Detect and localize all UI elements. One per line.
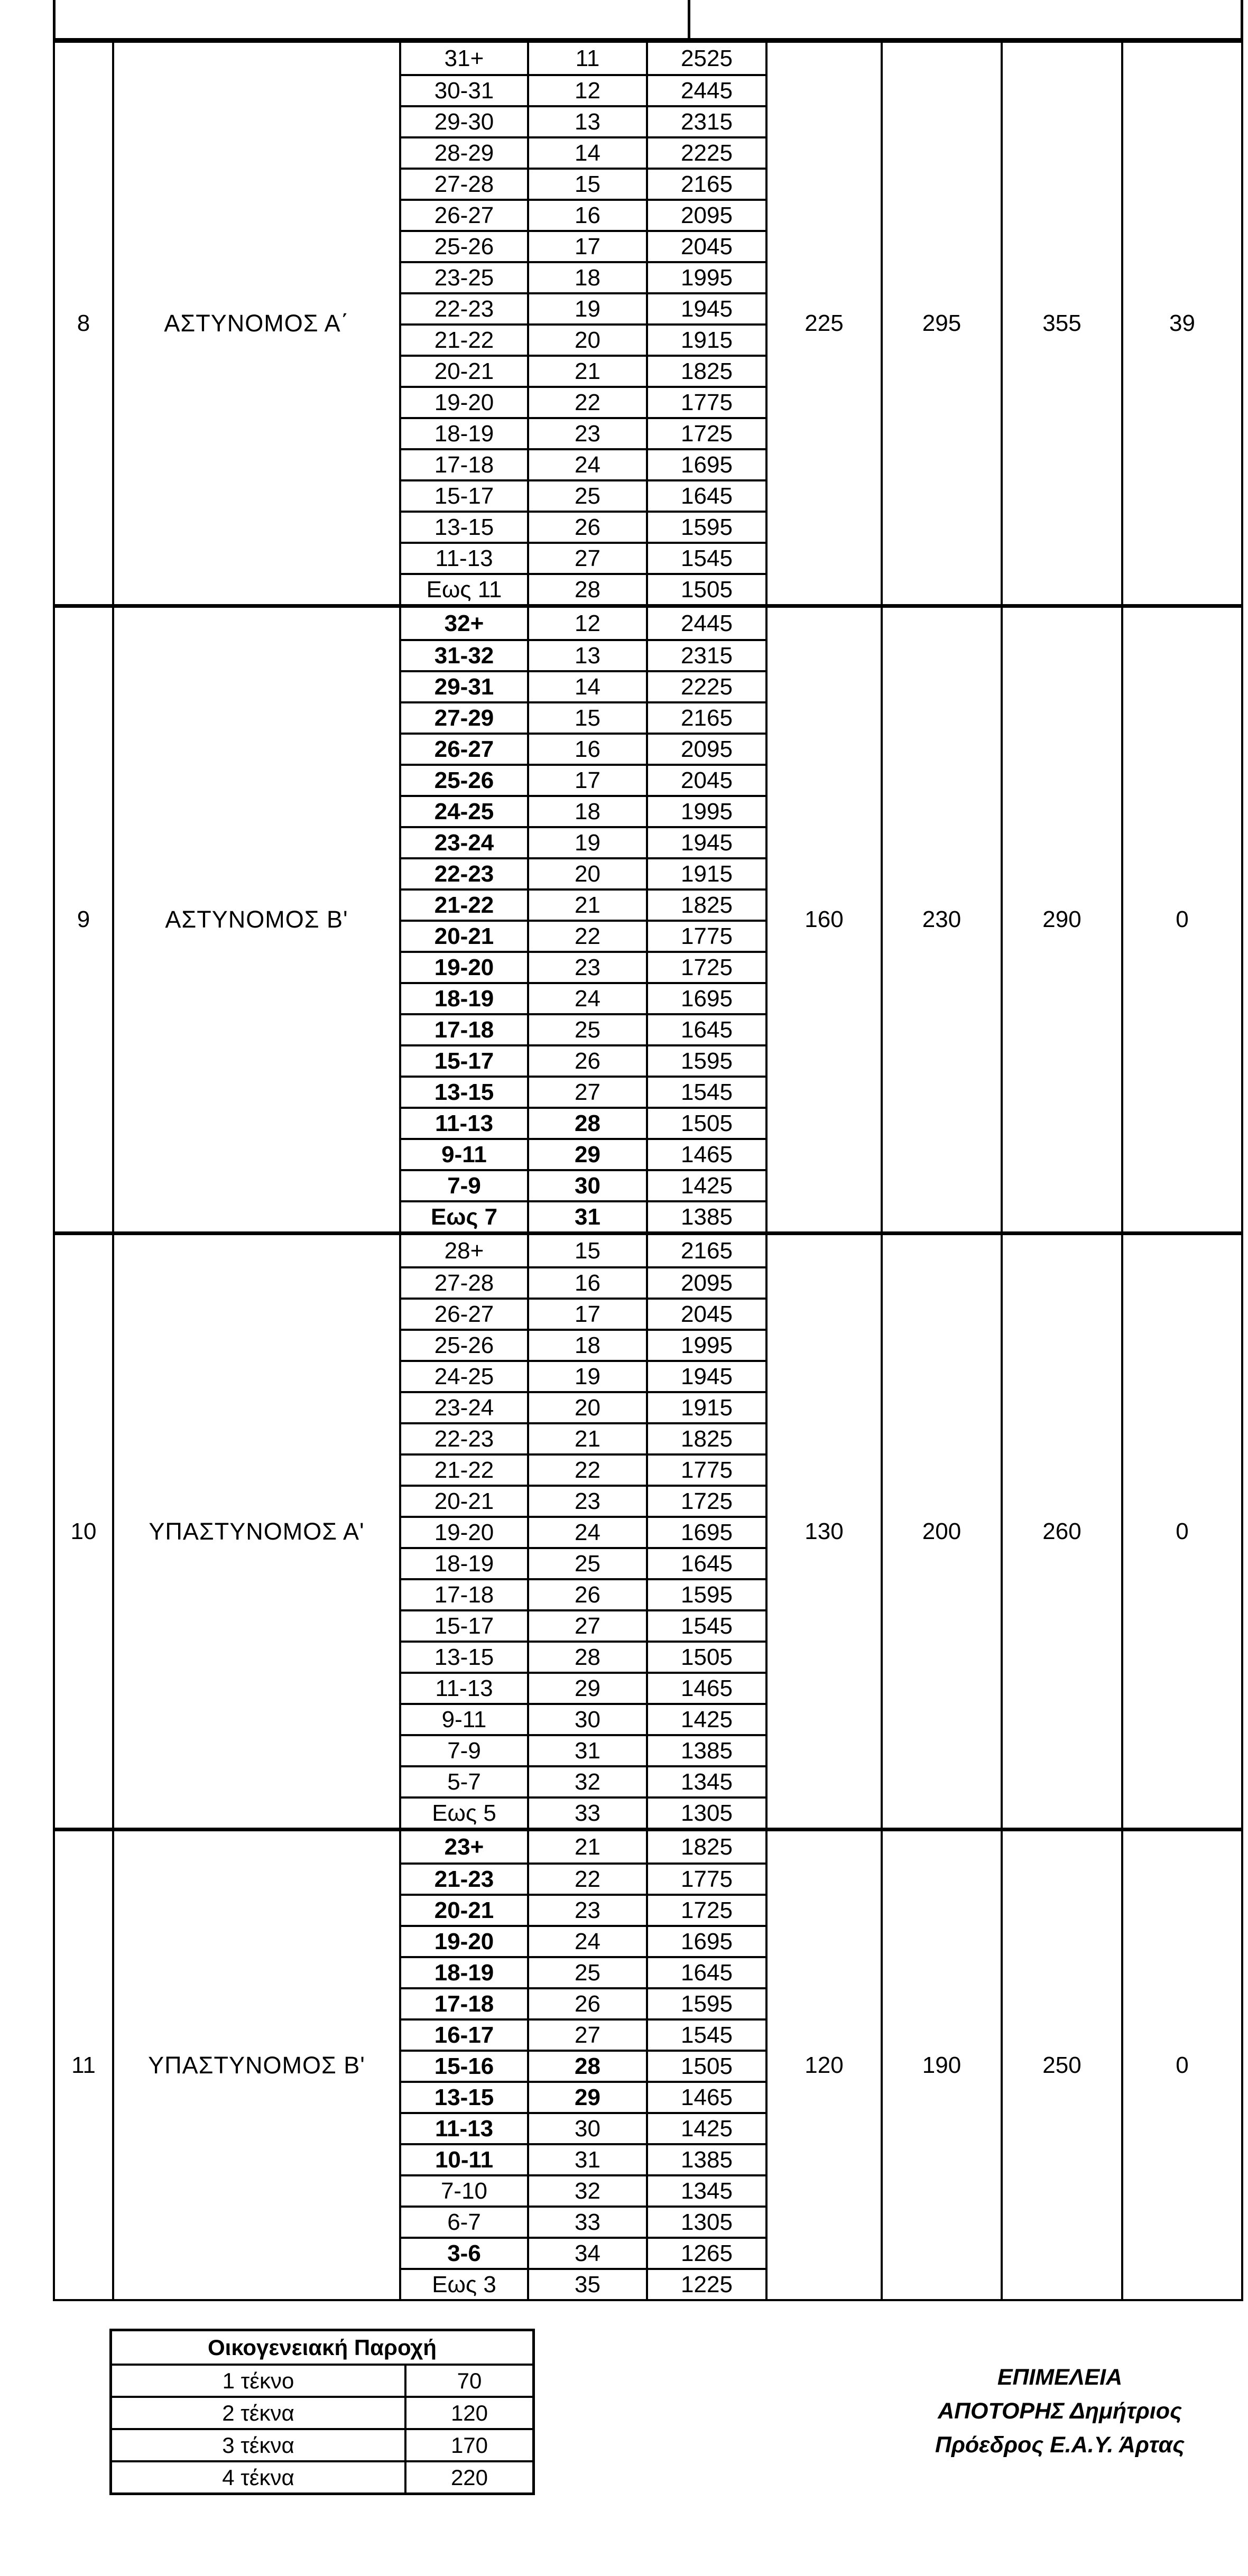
salary-cell: 1995	[646, 261, 765, 292]
salary-cell: 1465	[646, 1672, 765, 1703]
pay-step-cell: 17	[527, 230, 646, 261]
pay-step-cell: 25	[527, 479, 646, 511]
salary-cell: 1775	[646, 1862, 765, 1894]
years-range-cell: 13-15	[399, 511, 527, 542]
salary-cell: 1725	[646, 417, 765, 448]
rank-block-9	[55, 604, 1241, 1231]
years-range-cell: 24-25	[399, 795, 527, 826]
years-range-cell: 27-29	[399, 701, 527, 733]
allowance-cell: 39	[1121, 43, 1241, 604]
salary-cell: 1345	[646, 1765, 765, 1796]
salary-cell: 1465	[646, 1138, 765, 1169]
pay-step-cell: 14	[527, 136, 646, 168]
years-range-cell: 23+	[399, 1831, 527, 1862]
pay-step-cell: 24	[527, 1925, 646, 1956]
salary-cell: 2095	[646, 733, 765, 764]
salary-cell: 2315	[646, 105, 765, 136]
pay-step-cell: 16	[527, 733, 646, 764]
pay-step-cell: 20	[527, 1391, 646, 1422]
salary-cell: 1645	[646, 1013, 765, 1044]
salary-cell: 1225	[646, 2268, 765, 2299]
salary-cell: 1725	[646, 1485, 765, 1516]
salary-cell: 1595	[646, 1044, 765, 1076]
salary-cell: 1945	[646, 1360, 765, 1391]
pay-step-cell: 29	[527, 1138, 646, 1169]
rank-name-cell: ΑΣΤΥΝΟΜΟΣ Β'	[112, 608, 399, 1231]
pay-step-cell: 21	[527, 888, 646, 920]
years-range-cell: 7-10	[399, 2174, 527, 2206]
pay-step-cell: 12	[527, 74, 646, 105]
years-range-cell: 11-13	[399, 2112, 527, 2143]
pay-step-cell: 20	[527, 857, 646, 888]
years-range-cell: 29-31	[399, 670, 527, 701]
pay-step-cell: 32	[527, 1765, 646, 1796]
pay-step-cell: 21	[527, 1422, 646, 1453]
years-range-cell: 18-19	[399, 982, 527, 1013]
years-range-cell: 18-19	[399, 1547, 527, 1578]
salary-cell: 1775	[646, 1453, 765, 1485]
salary-cell: 1775	[646, 386, 765, 417]
pay-step-cell: 24	[527, 448, 646, 479]
years-range-cell: 22-23	[399, 857, 527, 888]
years-range-cell: 23-25	[399, 261, 527, 292]
years-range-cell: 15-16	[399, 2050, 527, 2081]
years-range-cell: 19-20	[399, 1516, 527, 1547]
benefit-amount-cell: 120	[404, 2396, 532, 2428]
years-range-cell: Εως 7	[399, 1200, 527, 1231]
years-range-cell: 9-11	[399, 1138, 527, 1169]
allowance-cell: 0	[1121, 1831, 1241, 2299]
salary-cell: 1825	[646, 1422, 765, 1453]
pay-step-cell: 26	[527, 511, 646, 542]
salary-cell: 1385	[646, 1734, 765, 1765]
salary-cell: 2045	[646, 764, 765, 795]
allowance-cell: 0	[1121, 608, 1241, 1231]
salary-cell: 1825	[646, 355, 765, 386]
pay-step-cell: 32	[527, 2174, 646, 2206]
allowance-cell: 260	[1001, 1235, 1121, 1828]
pay-step-cell: 25	[527, 1956, 646, 1987]
salary-cell: 1505	[646, 573, 765, 604]
salary-cell: 2225	[646, 670, 765, 701]
rank-number-cell: 10	[70, 1518, 97, 1544]
years-range-cell: 24-25	[399, 1360, 527, 1391]
allowance-cell: 160	[765, 608, 881, 1231]
pay-step-cell: 18	[527, 261, 646, 292]
allowance-cell: 130	[765, 1235, 881, 1828]
years-range-cell: 6-7	[399, 2206, 527, 2237]
pay-step-cell: 29	[527, 2081, 646, 2112]
years-range-cell: 32+	[399, 608, 527, 639]
salary-cell: 1305	[646, 1796, 765, 1828]
salary-cell: 2045	[646, 230, 765, 261]
years-range-cell: Εως 3	[399, 2268, 527, 2299]
salary-cell: 2445	[646, 74, 765, 105]
years-range-cell: 15-17	[399, 1609, 527, 1641]
years-range-cell: 17-18	[399, 448, 527, 479]
rank-number-cell: 9	[77, 906, 90, 932]
pay-step-cell: 13	[527, 105, 646, 136]
pay-step-cell: 17	[527, 764, 646, 795]
family-benefit-table	[109, 2329, 535, 2495]
salary-cell: 2315	[646, 639, 765, 670]
pay-step-cell: 15	[527, 701, 646, 733]
pay-step-cell: 12	[527, 608, 646, 639]
pay-step-cell: 30	[527, 1169, 646, 1200]
pay-step-cell: 28	[527, 573, 646, 604]
signature-name: ΑΠΟΤΟΡΗΣ Δημήτριος	[938, 2398, 1182, 2424]
salary-cell: 1915	[646, 857, 765, 888]
pay-step-cell: 20	[527, 323, 646, 355]
pay-step-cell: 18	[527, 795, 646, 826]
years-range-cell: 7-9	[399, 1169, 527, 1200]
pay-step-cell: 16	[527, 1266, 646, 1298]
salary-cell: 1545	[646, 1609, 765, 1641]
years-range-cell: 27-28	[399, 168, 527, 199]
salary-cell: 1695	[646, 1925, 765, 1956]
years-range-cell: 15-17	[399, 479, 527, 511]
pay-step-cell: 24	[527, 1516, 646, 1547]
salary-cell: 1995	[646, 795, 765, 826]
benefit-amount-cell: 70	[404, 2364, 532, 2396]
salary-cell: 1505	[646, 1107, 765, 1138]
salary-scale-table	[53, 0, 1243, 2301]
salary-cell: 1425	[646, 1703, 765, 1734]
pay-step-cell: 31	[527, 1734, 646, 1765]
salary-cell: 1775	[646, 920, 765, 951]
allowance-cell: 120	[765, 1831, 881, 2299]
salary-cell: 1595	[646, 511, 765, 542]
rank-block-8	[55, 43, 1241, 604]
rank-block-10	[55, 1231, 1241, 1828]
salary-cell: 1595	[646, 1987, 765, 2018]
salary-cell: 1725	[646, 1894, 765, 1925]
years-range-cell: 19-20	[399, 386, 527, 417]
salary-cell: 2095	[646, 199, 765, 230]
years-range-cell: 5-7	[399, 1765, 527, 1796]
years-range-cell: 25-26	[399, 230, 527, 261]
pay-step-cell: 19	[527, 292, 646, 323]
pay-step-cell: 27	[527, 2018, 646, 2050]
salary-cell: 1345	[646, 2174, 765, 2206]
years-range-cell: 10-11	[399, 2143, 527, 2174]
years-range-cell: 31+	[399, 43, 527, 74]
pay-step-cell: 31	[527, 1200, 646, 1231]
pay-step-cell: 33	[527, 1796, 646, 1828]
years-range-cell: 15-17	[399, 1044, 527, 1076]
allowance-cell: 200	[881, 1235, 1001, 1828]
salary-cell: 1265	[646, 2237, 765, 2268]
pay-step-cell: 22	[527, 386, 646, 417]
years-range-cell: 28-29	[399, 136, 527, 168]
pay-step-cell: 27	[527, 1076, 646, 1107]
years-range-cell: 26-27	[399, 1298, 527, 1329]
salary-cell: 1425	[646, 1169, 765, 1200]
rank-block-11	[55, 1828, 1241, 2299]
pay-step-cell: 22	[527, 1862, 646, 1894]
salary-cell: 2165	[646, 701, 765, 733]
allowance-cell: 355	[1001, 43, 1121, 604]
years-range-cell: Εως 5	[399, 1796, 527, 1828]
pay-step-cell: 23	[527, 1485, 646, 1516]
pay-step-cell: 25	[527, 1013, 646, 1044]
salary-cell: 1725	[646, 951, 765, 982]
salary-cell: 1425	[646, 2112, 765, 2143]
years-range-cell: 25-26	[399, 764, 527, 795]
years-range-cell: 9-11	[399, 1703, 527, 1734]
salary-cell: 1505	[646, 2050, 765, 2081]
salary-cell: 1695	[646, 1516, 765, 1547]
years-range-cell: 26-27	[399, 733, 527, 764]
rank-name-cell: ΥΠΑΣΤΥΝΟΜΟΣ Α'	[112, 1235, 399, 1828]
pay-step-cell: 13	[527, 639, 646, 670]
salary-cell: 1545	[646, 1076, 765, 1107]
pay-step-cell: 18	[527, 1329, 646, 1360]
salary-cell: 2045	[646, 1298, 765, 1329]
salary-cell: 1465	[646, 2081, 765, 2112]
rank-name-cell: ΥΠΑΣΤΥΝΟΜΟΣ Β'	[112, 1831, 399, 2299]
pay-step-cell: 14	[527, 670, 646, 701]
rank-number-cell: 11	[71, 2052, 96, 2078]
pay-step-cell: 27	[527, 1609, 646, 1641]
pay-step-cell: 11	[527, 43, 646, 74]
pay-step-cell: 31	[527, 2143, 646, 2174]
pay-step-cell: 17	[527, 1298, 646, 1329]
pay-step-cell: 30	[527, 2112, 646, 2143]
years-range-cell: 25-26	[399, 1329, 527, 1360]
children-count-cell: 2 τέκνα	[112, 2396, 404, 2428]
pay-step-cell: 16	[527, 199, 646, 230]
years-range-cell: 29-30	[399, 105, 527, 136]
years-range-cell: 26-27	[399, 199, 527, 230]
previous-row-partial	[53, 0, 1243, 38]
salary-cell: 1305	[646, 2206, 765, 2237]
salary-cell: 1945	[646, 826, 765, 857]
allowance-cell: 290	[1001, 608, 1121, 1231]
rank-number-cell: 8	[77, 310, 90, 336]
allowance-cell: 250	[1001, 1831, 1121, 2299]
salary-cell: 1695	[646, 982, 765, 1013]
pay-step-cell: 34	[527, 2237, 646, 2268]
salary-cell: 2095	[646, 1266, 765, 1298]
years-range-cell: 21-22	[399, 888, 527, 920]
pay-step-cell: 23	[527, 951, 646, 982]
allowance-cell: 190	[881, 1831, 1001, 2299]
salary-cell: 1915	[646, 323, 765, 355]
pay-step-cell: 22	[527, 920, 646, 951]
salary-cell: 2525	[646, 43, 765, 74]
years-range-cell: 23-24	[399, 1391, 527, 1422]
family-benefit-header: Οικογενειακή Παροχή	[208, 2334, 437, 2360]
pay-step-cell: 15	[527, 168, 646, 199]
years-range-cell: 18-19	[399, 1956, 527, 1987]
pay-step-cell: 29	[527, 1672, 646, 1703]
salary-cell: 1945	[646, 292, 765, 323]
years-range-cell: 20-21	[399, 1485, 527, 1516]
years-range-cell: 16-17	[399, 2018, 527, 2050]
signature-role: Πρόεδρος Ε.Α.Υ. Άρτας	[935, 2432, 1185, 2458]
years-range-cell: 18-19	[399, 417, 527, 448]
salary-cell: 1645	[646, 1956, 765, 1987]
years-range-cell: 22-23	[399, 1422, 527, 1453]
pay-step-cell: 24	[527, 982, 646, 1013]
years-range-cell: 13-15	[399, 1641, 527, 1672]
years-range-cell: 28+	[399, 1235, 527, 1266]
salary-cell: 1645	[646, 479, 765, 511]
allowance-cell: 295	[881, 43, 1001, 604]
partial-cell-divider	[688, 0, 690, 38]
years-range-cell: 19-20	[399, 1925, 527, 1956]
years-range-cell: 13-15	[399, 1076, 527, 1107]
signature-block	[822, 2360, 1248, 2462]
salary-cell: 2165	[646, 168, 765, 199]
years-range-cell: 13-15	[399, 2081, 527, 2112]
allowance-cell: 225	[765, 43, 881, 604]
pay-step-cell: 15	[527, 1235, 646, 1266]
allowance-cell: 230	[881, 608, 1001, 1231]
pay-step-cell: 35	[527, 2268, 646, 2299]
pay-step-cell: 19	[527, 1360, 646, 1391]
benefit-amount-cell: 220	[404, 2460, 532, 2492]
salary-cell: 2165	[646, 1235, 765, 1266]
years-range-cell: 21-23	[399, 1862, 527, 1894]
years-range-cell: 11-13	[399, 1672, 527, 1703]
salary-cell: 1385	[646, 1200, 765, 1231]
pay-step-cell: 22	[527, 1453, 646, 1485]
years-range-cell: 7-9	[399, 1734, 527, 1765]
salary-cell: 1825	[646, 1831, 765, 1862]
years-range-cell: 31-32	[399, 639, 527, 670]
pay-step-cell: 27	[527, 542, 646, 573]
years-range-cell: 27-28	[399, 1266, 527, 1298]
years-range-cell: 21-22	[399, 1453, 527, 1485]
years-range-cell: 20-21	[399, 1894, 527, 1925]
benefit-amount-cell: 170	[404, 2428, 532, 2460]
rank-name-cell: ΑΣΤΥΝΟΜΟΣ Α΄	[112, 43, 399, 604]
pay-step-cell: 21	[527, 1831, 646, 1862]
pay-step-cell: 28	[527, 2050, 646, 2081]
pay-step-cell: 26	[527, 1987, 646, 2018]
years-range-cell: 11-13	[399, 542, 527, 573]
salary-cell: 1825	[646, 888, 765, 920]
pay-step-cell: 33	[527, 2206, 646, 2237]
pay-step-cell: 26	[527, 1044, 646, 1076]
years-range-cell: 19-20	[399, 951, 527, 982]
years-range-cell: 17-18	[399, 1987, 527, 2018]
years-range-cell: 30-31	[399, 74, 527, 105]
pay-step-cell: 25	[527, 1547, 646, 1578]
children-count-cell: 3 τέκνα	[112, 2428, 404, 2460]
allowance-cell: 0	[1121, 1235, 1241, 1828]
salary-cell: 1695	[646, 448, 765, 479]
salary-cell: 1545	[646, 2018, 765, 2050]
years-range-cell: 20-21	[399, 355, 527, 386]
years-range-cell: 23-24	[399, 826, 527, 857]
salary-table-blocks	[53, 38, 1243, 2301]
salary-cell: 2445	[646, 608, 765, 639]
salary-cell: 2225	[646, 136, 765, 168]
salary-cell: 1645	[646, 1547, 765, 1578]
years-range-cell: 20-21	[399, 920, 527, 951]
pay-step-cell: 30	[527, 1703, 646, 1734]
years-range-cell: 11-13	[399, 1107, 527, 1138]
salary-cell: 1545	[646, 542, 765, 573]
pay-step-cell: 23	[527, 417, 646, 448]
salary-cell: 1385	[646, 2143, 765, 2174]
pay-step-cell: 26	[527, 1578, 646, 1609]
pay-step-cell: 19	[527, 826, 646, 857]
salary-cell: 1595	[646, 1578, 765, 1609]
children-count-cell: 1 τέκνο	[112, 2364, 404, 2396]
years-range-cell: 3-6	[399, 2237, 527, 2268]
pay-step-cell: 21	[527, 355, 646, 386]
pay-step-cell: 23	[527, 1894, 646, 1925]
years-range-cell: 17-18	[399, 1578, 527, 1609]
years-range-cell: Εως 11	[399, 573, 527, 604]
salary-cell: 1915	[646, 1391, 765, 1422]
salary-cell: 1505	[646, 1641, 765, 1672]
children-count-cell: 4 τέκνα	[112, 2460, 404, 2492]
pay-step-cell: 28	[527, 1641, 646, 1672]
salary-cell: 1995	[646, 1329, 765, 1360]
years-range-cell: 21-22	[399, 323, 527, 355]
years-range-cell: 17-18	[399, 1013, 527, 1044]
signature-title: ΕΠΙΜΕΛΕΙΑ	[997, 2365, 1123, 2390]
pay-step-cell: 28	[527, 1107, 646, 1138]
years-range-cell: 22-23	[399, 292, 527, 323]
